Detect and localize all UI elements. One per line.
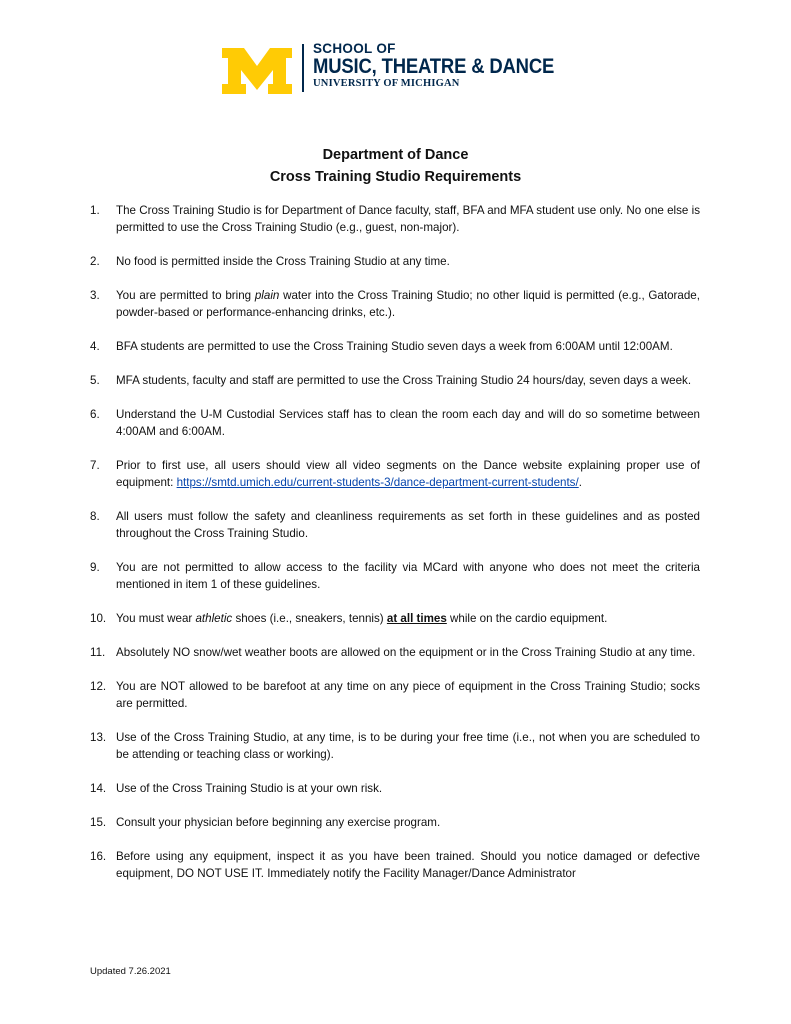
rule-item-8	[90, 508, 700, 542]
rule-text-part: You are permitted to bring	[116, 289, 255, 302]
emphasis-text: athletic	[195, 612, 233, 625]
rule-item-12	[90, 678, 700, 712]
requirements-list	[90, 202, 700, 899]
rule-text: Absolutely NO snow/wet weather boots are allowed on the equipment or in the Cross Training Studio at any time.	[116, 646, 696, 659]
rule-text: No food is permitted inside the Cross Training Studio at any time.	[116, 255, 450, 268]
rule-number: 7.	[90, 459, 100, 472]
rule-number: 2.	[90, 255, 100, 268]
rule-item-15	[90, 814, 700, 831]
rule-number: 5.	[90, 374, 100, 387]
rule-text	[116, 289, 700, 319]
rule-text: Understand the U-M Custodial Services staff has to clean the room each day and will do so sometime between 4:00AM and 6:00AM.	[116, 408, 700, 438]
updated-date: Updated 7.26.2021	[90, 966, 171, 977]
rule-item-4	[90, 338, 700, 355]
rule-text-part: water into the Cross Training Studio; no other liquid is permitted (e.g., Gatorade, powder-based or performance-enhancing drinks, etc.).	[116, 289, 700, 319]
rule-text: Use of the Cross Training Studio is at your own risk.	[116, 782, 383, 795]
school-logo	[222, 41, 572, 96]
rule-text: All users must follow the safety and cleanliness requirements as set forth in these guidelines and as posted throughout the Cross Training Studio.	[116, 510, 700, 540]
rule-text	[116, 612, 607, 625]
rule-text: MFA students, faculty and staff are permitted to use the Cross Training Studio 24 hours/day, seven days a week.	[116, 374, 692, 387]
rule-number: 1.	[90, 204, 100, 217]
rule-text-part: while on the cardio equipment.	[446, 612, 608, 625]
rule-item-3	[90, 287, 700, 321]
logo-wordmark	[313, 42, 587, 90]
rule-item-10	[90, 610, 700, 627]
rule-number: 4.	[90, 340, 100, 353]
department-title: Department of Dance	[322, 147, 469, 163]
rule-number: 12.	[90, 680, 107, 693]
dance-website-link[interactable]: https://smtd.umich.edu/current-students-3/dance-department-current-students/	[176, 476, 579, 489]
rule-item-1	[90, 202, 700, 236]
rule-number: 16.	[90, 850, 107, 863]
underlined-emphasis: at all times	[386, 612, 447, 625]
document-title: Cross Training Studio Requirements	[269, 169, 522, 185]
rule-text: You are not permitted to allow access to the facility via MCard with anyone who does not meet the criteria mentioned in item 1 of these guidelines.	[116, 561, 700, 591]
rule-item-7	[90, 457, 700, 491]
rule-item-13	[90, 729, 700, 763]
rule-number: 13.	[90, 731, 107, 744]
rule-text-part: You must wear	[116, 612, 196, 625]
rule-text-part: .	[578, 476, 582, 489]
rule-number: 8.	[90, 510, 100, 523]
emphasis-text: plain	[254, 289, 280, 302]
logo-line-1: SCHOOL OF	[313, 41, 396, 56]
rule-item-6	[90, 406, 700, 440]
rule-number: 11.	[90, 646, 106, 659]
rule-number: 15.	[90, 816, 107, 829]
logo-divider	[302, 44, 304, 92]
rule-item-5	[90, 372, 700, 389]
rule-text: BFA students are permitted to use the Cross Training Studio seven days a week from 6:00AM until 12:00AM.	[116, 340, 673, 353]
rule-text: You are NOT allowed to be barefoot at any time on any piece of equipment in the Cross Training Studio; socks are permitted.	[116, 680, 700, 710]
rule-number: 3.	[90, 289, 100, 302]
rule-text: Use of the Cross Training Studio, at any time, is to be during your free time (i.e., not when you are scheduled to be attending or teaching class or working).	[116, 731, 700, 761]
logo-line-2: MUSIC, THEATRE & DANCE	[313, 55, 555, 78]
rule-number: 9.	[90, 561, 100, 574]
block-m-logo-icon	[222, 48, 292, 94]
rule-text	[116, 459, 700, 489]
logo-line-3: UNIVERSITY OF MICHIGAN	[313, 78, 460, 89]
rule-item-2	[90, 253, 700, 270]
rule-text: The Cross Training Studio is for Department of Dance faculty, staff, BFA and MFA student use only. No one else is permitted to use the Cross Training Studio (e.g., guest, non-major).	[116, 204, 700, 234]
rule-item-16	[90, 848, 700, 882]
rule-text: Before using any equipment, inspect it as you have been trained. Should you notice damaged or defective equipment, DO NOT USE IT. Immediately notify the Facility Manager/Dance Administrator	[116, 850, 700, 880]
rule-text: Consult your physician before beginning any exercise program.	[116, 816, 441, 829]
rule-item-9	[90, 559, 700, 593]
rule-text-part: Prior to first use, all users should view all video segments on the Dance website explaining proper use of equipment:	[116, 459, 700, 489]
rule-number: 10.	[90, 612, 107, 625]
rule-item-11	[90, 644, 700, 661]
rule-number: 14.	[90, 782, 107, 795]
rule-text-part: shoes (i.e., sneakers, tennis)	[232, 612, 387, 625]
rule-number: 6.	[90, 408, 100, 421]
rule-item-14	[90, 780, 700, 797]
